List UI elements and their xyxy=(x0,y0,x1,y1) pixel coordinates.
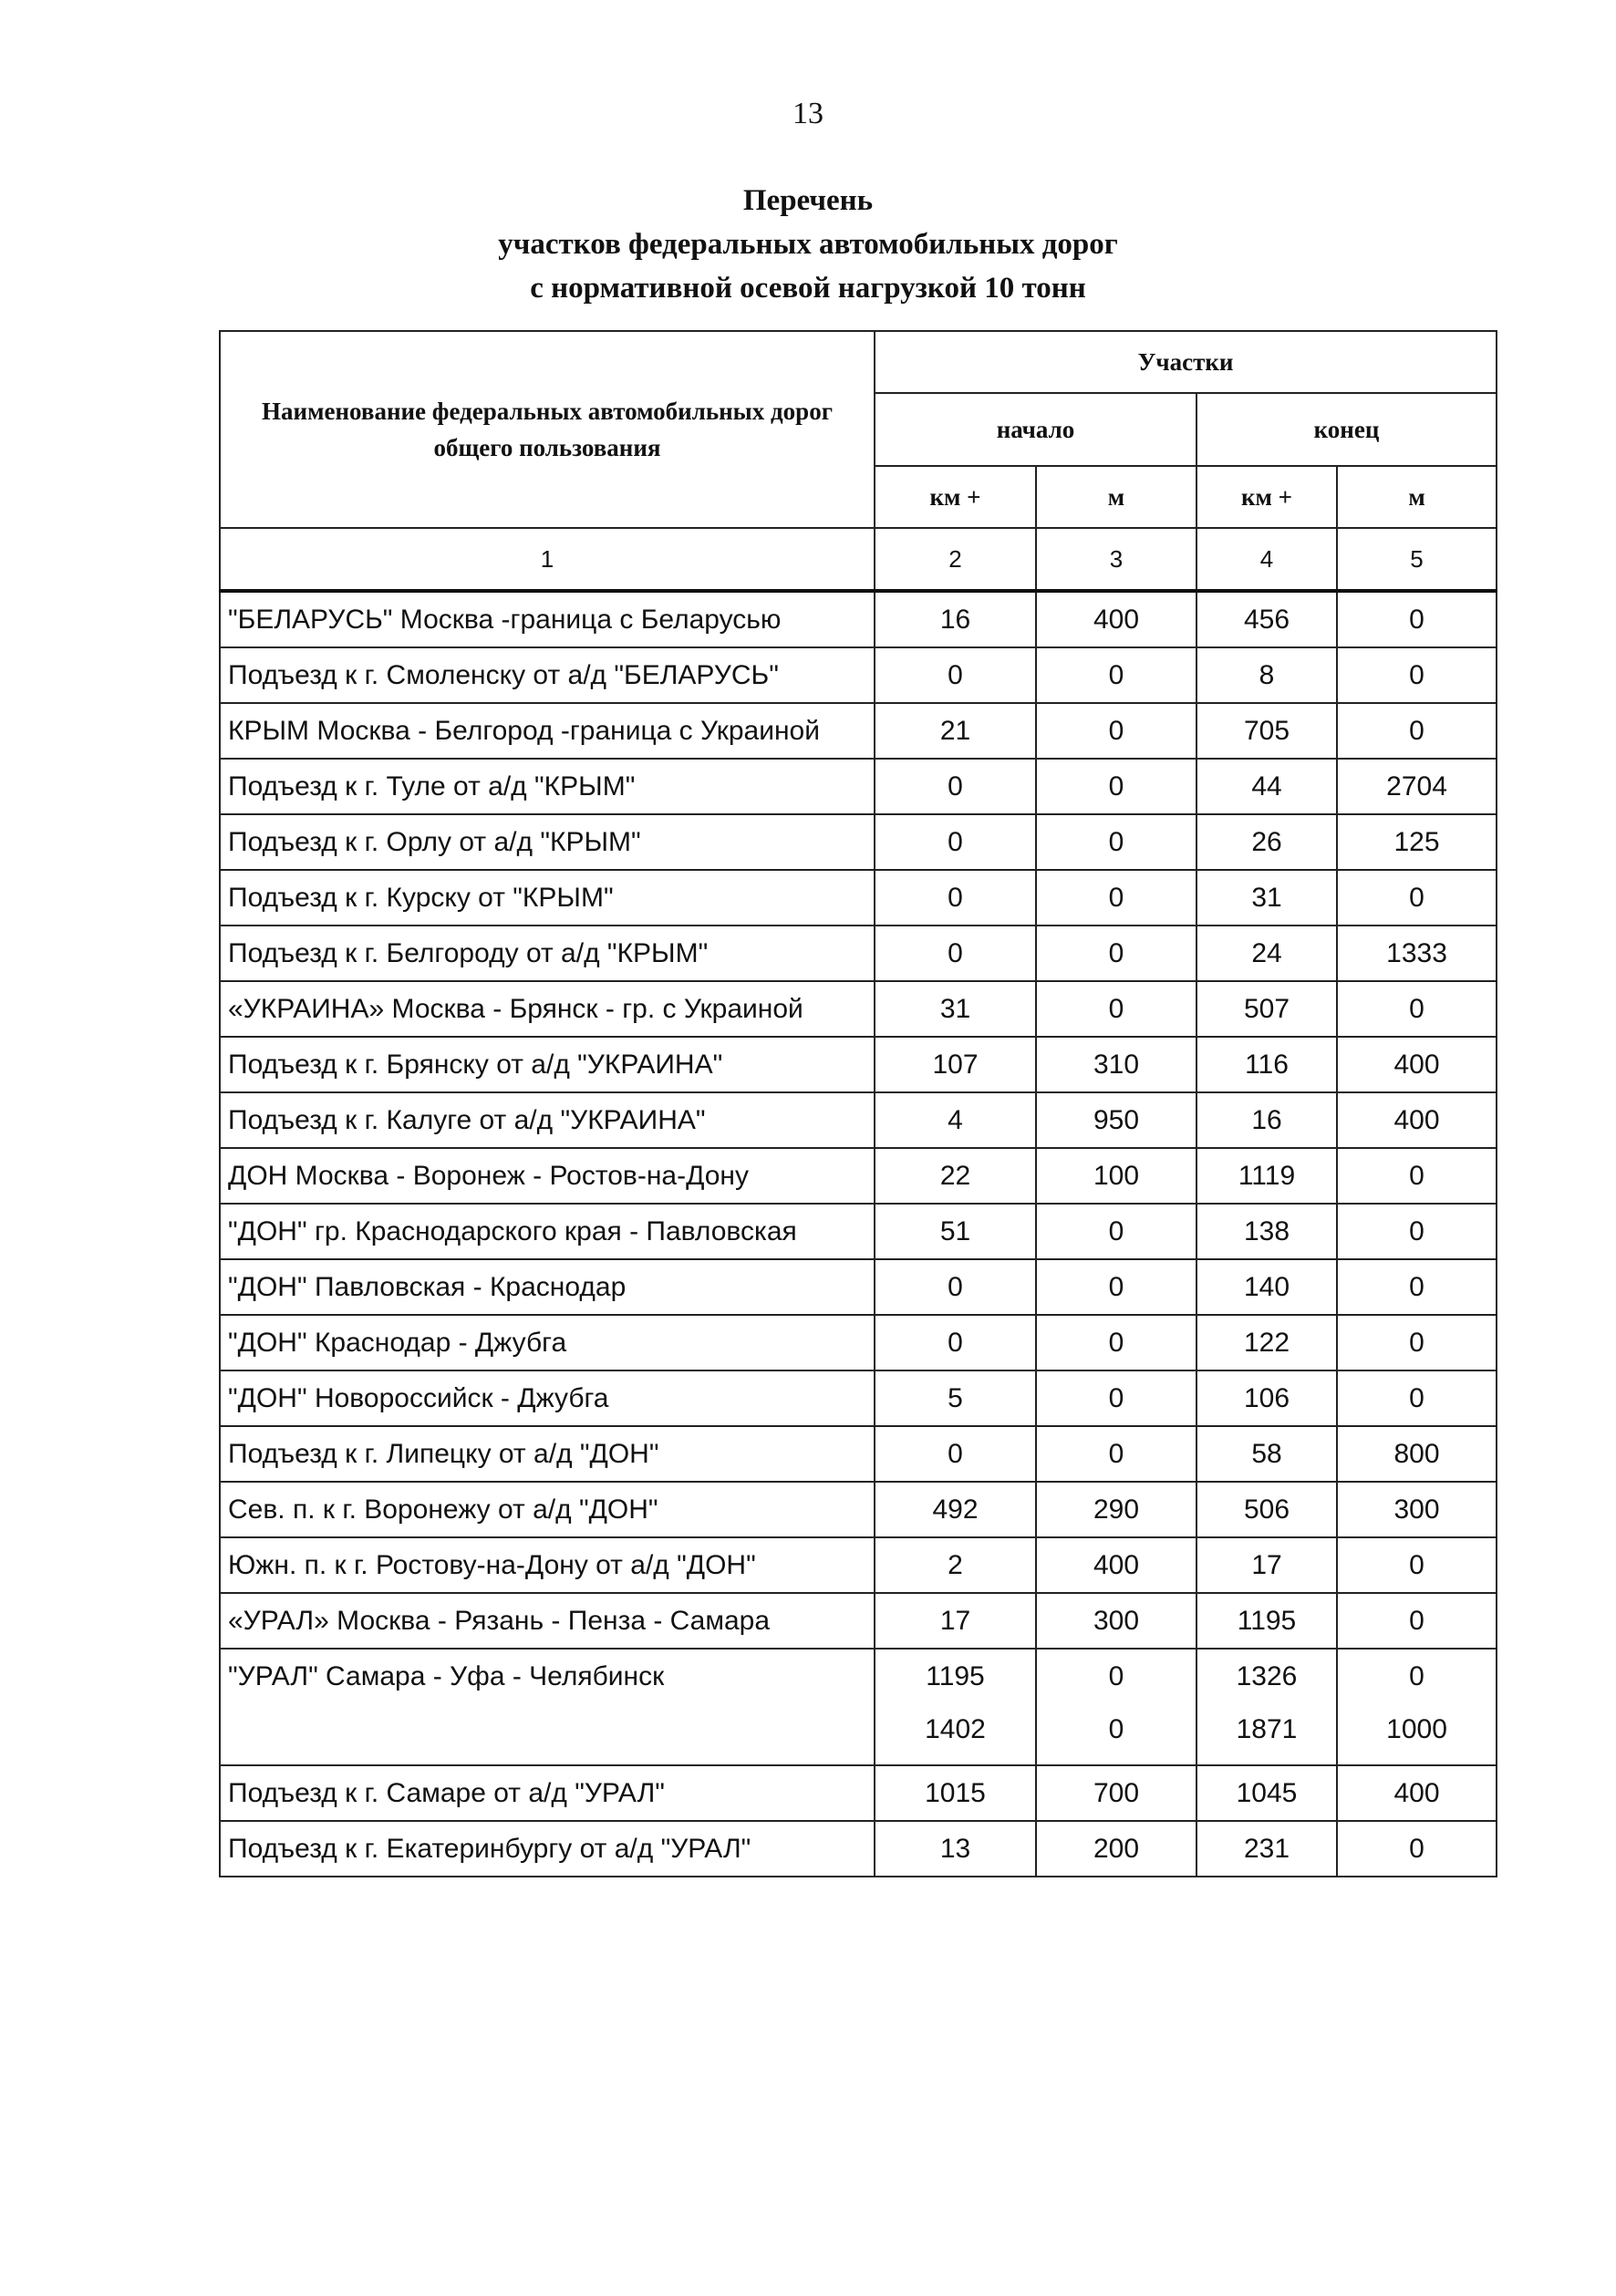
start-km-cell: 0 xyxy=(875,1259,1036,1315)
start-km-cell: 0 xyxy=(875,1315,1036,1370)
end-m-cell: 1333 xyxy=(1337,926,1497,981)
road-name-cell: Подъезд к г. Орлу от а/д "КРЫМ" xyxy=(220,814,875,870)
road-name-cell: Подъезд к г. Курску от "КРЫМ" xyxy=(220,870,875,926)
end-m-cell: 0 xyxy=(1337,591,1497,647)
start-m-cell: 950 xyxy=(1036,1092,1196,1148)
end-km-cell: 26 xyxy=(1196,814,1337,870)
end-km-cell: 122 xyxy=(1196,1315,1337,1370)
start-km-cell: 2 xyxy=(875,1537,1036,1593)
end-m-cell: 0 xyxy=(1337,1148,1497,1204)
end-km-cell: 24 xyxy=(1196,926,1337,981)
start-km-cell: 31 xyxy=(875,981,1036,1037)
end-m-cell: 2704 xyxy=(1337,759,1497,814)
end-km-cell: 506 xyxy=(1196,1482,1337,1537)
page-number: 13 xyxy=(792,97,824,130)
table-row xyxy=(220,591,1497,647)
end-m-cell xyxy=(1337,1649,1497,1765)
start-m-cell: 0 xyxy=(1036,870,1196,926)
table-row xyxy=(220,1426,1497,1482)
table-row xyxy=(220,1037,1497,1092)
road-name-cell: Подъезд к г. Самаре от а/д "УРАЛ" xyxy=(220,1765,875,1821)
start-m-value: 0 xyxy=(1108,1714,1124,1744)
start-km-cell: 107 xyxy=(875,1037,1036,1092)
start-m-cell: 200 xyxy=(1036,1821,1196,1877)
column-number: 4 xyxy=(1196,528,1337,591)
start-km-cell: 17 xyxy=(875,1593,1036,1649)
start-km-value: 1402 xyxy=(925,1714,986,1744)
start-m-cell: 0 xyxy=(1036,703,1196,759)
road-name-cell: ДОН Москва - Воронеж - Ростов-на-Дону xyxy=(220,1148,875,1204)
start-m-cell: 0 xyxy=(1036,1315,1196,1370)
end-km-cell: 231 xyxy=(1196,1821,1337,1877)
table-row xyxy=(220,1821,1497,1877)
road-name-cell: Подъезд к г. Екатеринбургу от а/д "УРАЛ" xyxy=(220,1821,875,1877)
end-m-cell: 0 xyxy=(1337,1259,1497,1315)
table-row xyxy=(220,1370,1497,1426)
table-row xyxy=(220,1315,1497,1370)
table-row xyxy=(220,1482,1497,1537)
header-start-km: км + xyxy=(875,466,1036,528)
title-line-1: Перечень xyxy=(742,184,874,217)
start-km-cell: 0 xyxy=(875,759,1036,814)
start-m-cell: 0 xyxy=(1036,759,1196,814)
roads-table xyxy=(219,330,1497,1877)
start-km-cell: 0 xyxy=(875,814,1036,870)
end-km-value: 1871 xyxy=(1236,1714,1298,1744)
table-row xyxy=(220,1649,1497,1765)
end-km-cell: 58 xyxy=(1196,1426,1337,1482)
start-m-cell: 0 xyxy=(1036,1259,1196,1315)
start-m-cell: 0 xyxy=(1036,981,1196,1037)
table-row xyxy=(220,703,1497,759)
header-end-km: км + xyxy=(1196,466,1337,528)
table-row xyxy=(220,1593,1497,1649)
road-name: "УРАЛ" Самара - Уфа - Челябинск xyxy=(228,1661,665,1691)
start-km-cell: 51 xyxy=(875,1204,1036,1259)
end-km-cell: 116 xyxy=(1196,1037,1337,1092)
column-number: 1 xyxy=(220,528,875,591)
start-m-cell: 0 xyxy=(1036,1370,1196,1426)
start-km-cell: 5 xyxy=(875,1370,1036,1426)
start-km-cell: 492 xyxy=(875,1482,1036,1537)
start-m-cell: 0 xyxy=(1036,1426,1196,1482)
start-km-cell: 0 xyxy=(875,926,1036,981)
road-name-cell: КРЫМ Москва - Белгород -граница с Украиной xyxy=(220,703,875,759)
start-m-value: 0 xyxy=(1108,1661,1124,1691)
end-km-cell: 138 xyxy=(1196,1204,1337,1259)
end-km-cell: 705 xyxy=(1196,703,1337,759)
end-km-cell: 17 xyxy=(1196,1537,1337,1593)
table-row xyxy=(220,1259,1497,1315)
column-number: 2 xyxy=(875,528,1036,591)
end-m-value: 1000 xyxy=(1386,1714,1447,1744)
end-m-cell: 0 xyxy=(1337,1821,1497,1877)
start-m-cell: 0 xyxy=(1036,814,1196,870)
end-km-cell: 8 xyxy=(1196,647,1337,703)
end-km-cell: 140 xyxy=(1196,1259,1337,1315)
end-m-cell: 400 xyxy=(1337,1092,1497,1148)
header-start-m: м xyxy=(1036,466,1196,528)
end-m-cell: 400 xyxy=(1337,1037,1497,1092)
start-km-cell: 0 xyxy=(875,870,1036,926)
end-m-cell: 400 xyxy=(1337,1765,1497,1821)
start-km-cell xyxy=(875,1649,1036,1765)
start-km-cell: 4 xyxy=(875,1092,1036,1148)
end-m-cell: 800 xyxy=(1337,1426,1497,1482)
road-name-cell: "БЕЛАРУСЬ" Москва -граница с Беларусью xyxy=(220,591,875,647)
end-m-cell: 0 xyxy=(1337,647,1497,703)
document-title xyxy=(0,179,1616,310)
table-row xyxy=(220,870,1497,926)
start-km-cell: 22 xyxy=(875,1148,1036,1204)
road-name-cell xyxy=(220,1649,875,1765)
road-name-cell: "ДОН" гр. Краснодарского края - Павловская xyxy=(220,1204,875,1259)
road-name-cell: Подъезд к г. Смоленску от а/д "БЕЛАРУСЬ" xyxy=(220,647,875,703)
end-m-cell: 0 xyxy=(1337,1537,1497,1593)
road-name-cell: Сев. п. к г. Воронежу от а/д "ДОН" xyxy=(220,1482,875,1537)
start-m-cell: 0 xyxy=(1036,647,1196,703)
end-m-cell: 0 xyxy=(1337,870,1497,926)
table-row xyxy=(220,759,1497,814)
header-end-m: м xyxy=(1337,466,1497,528)
end-m-cell: 0 xyxy=(1337,981,1497,1037)
end-km-cell: 456 xyxy=(1196,591,1337,647)
start-m-cell: 700 xyxy=(1036,1765,1196,1821)
end-km-cell: 1195 xyxy=(1196,1593,1337,1649)
end-m-value: 0 xyxy=(1409,1661,1424,1691)
header-end: конец xyxy=(1196,393,1497,466)
end-m-cell: 0 xyxy=(1337,1204,1497,1259)
end-km-cell: 106 xyxy=(1196,1370,1337,1426)
table-row xyxy=(220,647,1497,703)
start-km-cell: 0 xyxy=(875,647,1036,703)
table-row xyxy=(220,1148,1497,1204)
end-km-cell: 507 xyxy=(1196,981,1337,1037)
start-m-cell: 0 xyxy=(1036,1204,1196,1259)
table-row xyxy=(220,1537,1497,1593)
start-km-cell: 0 xyxy=(875,1426,1036,1482)
title-line-3: с нормативной осевой нагрузкой 10 тонн xyxy=(530,272,1086,305)
start-m-cell: 400 xyxy=(1036,1537,1196,1593)
table-row xyxy=(220,981,1497,1037)
end-km-cell: 16 xyxy=(1196,1092,1337,1148)
header-sections: Участки xyxy=(875,331,1497,393)
road-name-cell: Подъезд к г. Белгороду от а/д "КРЫМ" xyxy=(220,926,875,981)
header-start: начало xyxy=(875,393,1196,466)
start-km-cell: 1015 xyxy=(875,1765,1036,1821)
start-m-cell: 300 xyxy=(1036,1593,1196,1649)
table-row xyxy=(220,1765,1497,1821)
start-m-cell: 0 xyxy=(1036,926,1196,981)
start-m-cell: 310 xyxy=(1036,1037,1196,1092)
end-km-cell: 31 xyxy=(1196,870,1337,926)
end-m-cell: 0 xyxy=(1337,1593,1497,1649)
end-km-cell: 44 xyxy=(1196,759,1337,814)
road-name-cell: Подъезд к г. Калуге от а/д "УКРАИНА" xyxy=(220,1092,875,1148)
start-km-cell: 21 xyxy=(875,703,1036,759)
table-row xyxy=(220,814,1497,870)
start-km-value: 1195 xyxy=(926,1661,985,1691)
end-km-value: 1326 xyxy=(1236,1661,1298,1691)
start-m-cell: 100 xyxy=(1036,1148,1196,1204)
road-name-cell: «УРАЛ» Москва - Рязань - Пенза - Самара xyxy=(220,1593,875,1649)
header-road-name: Наименование федеральных автомобильных дорог общего пользования xyxy=(220,331,875,528)
table-body xyxy=(220,591,1497,1877)
road-name-cell: «УКРАИНА» Москва - Брянск - гр. с Украиной xyxy=(220,981,875,1037)
start-m-cell: 400 xyxy=(1036,591,1196,647)
road-name-cell: Подъезд к г. Туле от а/д "КРЫМ" xyxy=(220,759,875,814)
end-m-cell: 0 xyxy=(1337,1315,1497,1370)
end-m-cell: 0 xyxy=(1337,703,1497,759)
table-row xyxy=(220,926,1497,981)
end-km-cell: 1119 xyxy=(1196,1148,1337,1204)
start-km-cell: 16 xyxy=(875,591,1036,647)
column-number: 5 xyxy=(1337,528,1497,591)
table-row xyxy=(220,1204,1497,1259)
road-name-cell: Подъезд к г. Брянску от а/д "УКРАИНА" xyxy=(220,1037,875,1092)
end-km-cell: 1045 xyxy=(1196,1765,1337,1821)
road-name-cell: Южн. п. к г. Ростову-на-Дону от а/д "ДОН" xyxy=(220,1537,875,1593)
end-m-cell: 0 xyxy=(1337,1370,1497,1426)
end-m-cell: 300 xyxy=(1337,1482,1497,1537)
end-m-cell: 125 xyxy=(1337,814,1497,870)
table-row xyxy=(220,1092,1497,1148)
title-line-2: участков федеральных автомобильных дорог xyxy=(498,228,1118,261)
column-number: 3 xyxy=(1036,528,1196,591)
road-name-cell: "ДОН" Краснодар - Джубга xyxy=(220,1315,875,1370)
start-km-cell: 13 xyxy=(875,1821,1036,1877)
start-m-cell xyxy=(1036,1649,1196,1765)
start-m-cell: 290 xyxy=(1036,1482,1196,1537)
road-name-cell: Подъезд к г. Липецку от а/д "ДОН" xyxy=(220,1426,875,1482)
road-name-cell: "ДОН" Павловская - Краснодар xyxy=(220,1259,875,1315)
road-name-cell: "ДОН" Новороссийск - Джубга xyxy=(220,1370,875,1426)
end-km-cell xyxy=(1196,1649,1337,1765)
